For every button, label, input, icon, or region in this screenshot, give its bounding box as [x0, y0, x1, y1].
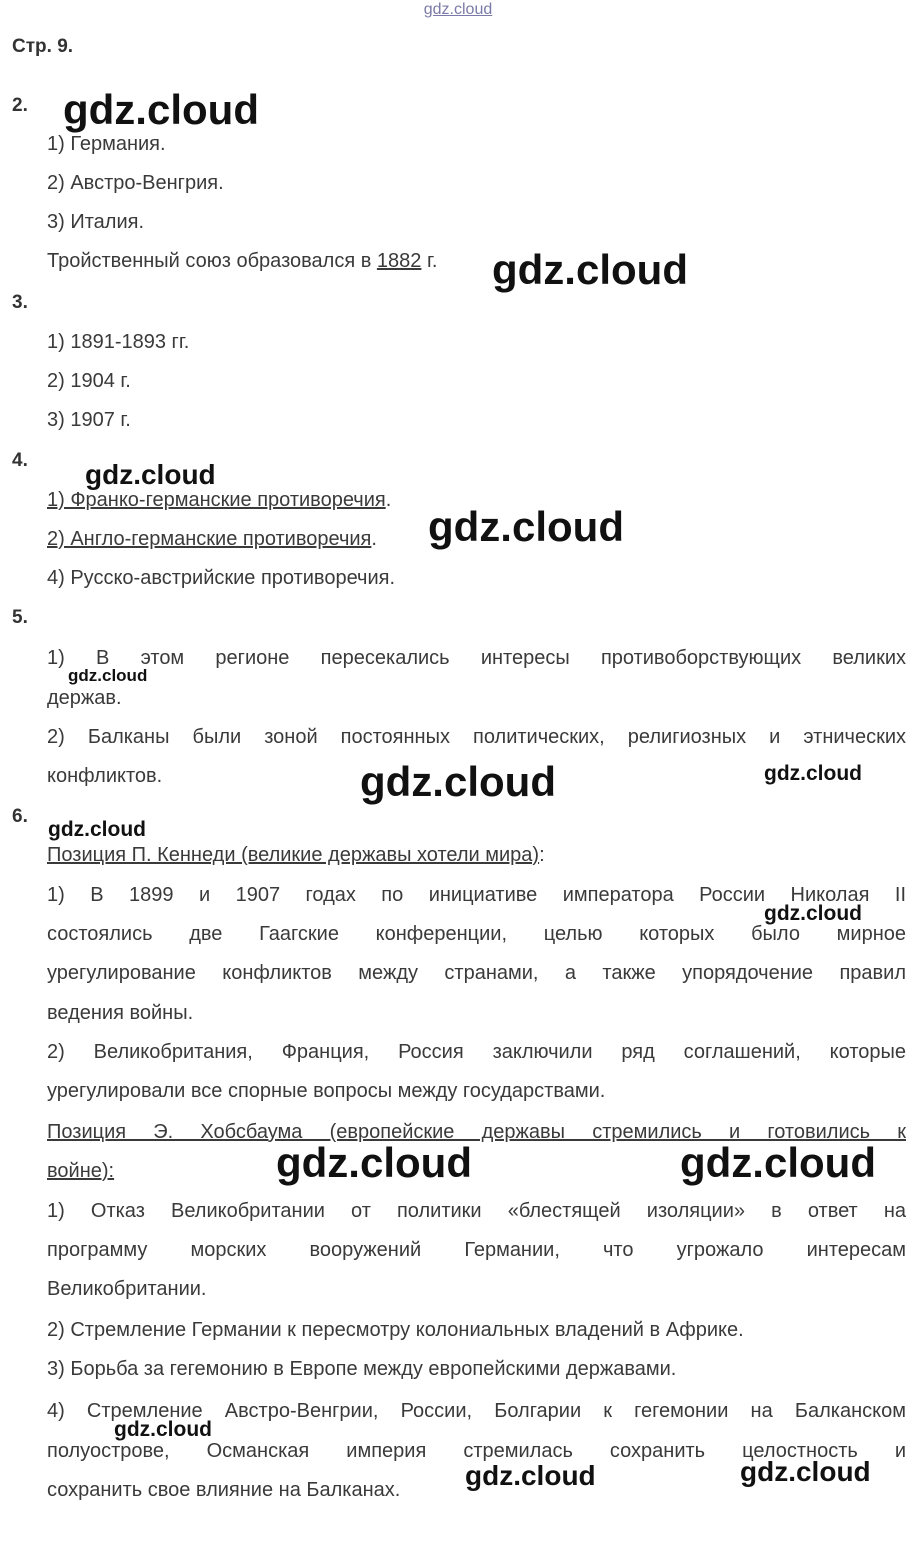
q6-p1-line-2: состоялись две Гаагские конференции, целью которых было мирное	[47, 923, 906, 945]
q5-line-1: 1) В этом регионе пересекались интересы противоборствующих великих	[47, 647, 906, 669]
q6-p4: 2) Стремление Германии к пересмотру колониальных владений в Африке.	[47, 1319, 744, 1341]
q6-p1-line-1: 1) В 1899 и 1907 годах по инициативе императора России Николая II	[47, 884, 906, 906]
q6-p6-line-2: полуострове, Османская империя стремилась сохранить целостность и	[47, 1440, 906, 1462]
q6-heading-2-line-1: Позиция Э. Хобсбаума (европейские державы стремились и готовились к	[47, 1121, 906, 1143]
watermark: gdz.cloud	[360, 758, 556, 805]
q4-item-1: 1) Франко-германские противоречия	[47, 489, 386, 511]
watermark: gdz.cloud	[276, 1139, 472, 1186]
watermark: gdz.cloud	[48, 818, 146, 841]
q6-heading-1-text: Позиция П. Кеннеди (великие державы хотели мира)	[47, 844, 540, 866]
q6-p6-line-1: 4) Стремление Австро-Венгрии, России, Болгарии к гегемонии на Балканском	[47, 1400, 906, 1422]
question-4-number: 4.	[12, 450, 28, 471]
watermark: gdz.cloud	[680, 1139, 876, 1186]
q3-line-3: 3) 1907 г.	[47, 409, 131, 431]
q6-p6-line-3: сохранить свое влияние на Балканах.	[47, 1479, 401, 1501]
q6-heading-2-text: войне)	[47, 1160, 109, 1182]
q3-line-2: 2) 1904 г.	[47, 370, 131, 392]
q6-p1-line-3: урегулирование конфликтов между странами, а также упорядочение правил	[47, 962, 906, 984]
watermark: gdz.cloud	[764, 902, 862, 925]
q6-p2-line-2: урегулировали все спорные вопросы между государствами.	[47, 1080, 606, 1102]
page-title: Стр. 9.	[12, 36, 74, 57]
top-watermark: gdz.cloud	[423, 1, 493, 18]
watermark: gdz.cloud	[68, 666, 148, 685]
q4-line-2: 2) Англо-германские противоречия.	[47, 528, 377, 550]
q5-line-4: конфликтов.	[47, 765, 163, 787]
q2-line-2: 2) Австро-Венгрия.	[47, 172, 224, 194]
q4-line-1: 1) Франко-германские противоречия.	[47, 489, 392, 511]
q6-p3-line-2: программу морских вооружений Германии, что угрожало интересам	[47, 1239, 906, 1261]
q2-line-3: 3) Италия.	[47, 211, 145, 233]
watermark: gdz.cloud	[465, 1460, 596, 1491]
q2-line-4	[47, 249, 437, 273]
q2-year: 1882	[376, 250, 422, 272]
q6-p3-line-3: Великобритании.	[47, 1278, 207, 1300]
watermark: gdz.cloud	[85, 459, 216, 490]
q3-line-1: 1) 1891-1893 гг.	[47, 331, 190, 353]
question-2-number: 2.	[12, 95, 28, 116]
q6-heading-1: Позиция П. Кеннеди (великие державы хотели мира):	[47, 844, 545, 866]
watermark: gdz.cloud	[764, 762, 862, 785]
q4-item-2: 2) Англо-германские противоречия	[47, 528, 372, 550]
q2-suffix: г.	[421, 250, 438, 272]
q6-p2-line-1: 2) Великобритания, Франция, Россия заключили ряд соглашений, которые	[47, 1041, 906, 1063]
question-3-number: 3.	[12, 292, 28, 313]
q5-line-3: 2) Балканы были зоной постоянных политических, религиозных и этнических	[47, 726, 906, 748]
q6-p3-line-1: 1) Отказ Великобритании от политики «блестящей изоляции» в ответ на	[47, 1200, 906, 1222]
watermark: gdz.cloud	[740, 1456, 871, 1487]
q6-heading-2-line-2: войне):	[47, 1160, 115, 1182]
watermark: gdz.cloud	[428, 503, 624, 550]
question-5-number: 5.	[12, 607, 28, 628]
watermark: gdz.cloud	[63, 86, 259, 133]
q2-text: Тройственный союз образовался в	[47, 250, 377, 272]
q6-p1-line-4: ведения войны.	[47, 1002, 194, 1024]
q6-p5: 3) Борьба за гегемонию в Европе между европейскими державами.	[47, 1358, 677, 1380]
watermark: gdz.cloud	[492, 246, 688, 293]
q4-line-3: 4) Русско-австрийские противоречия.	[47, 567, 396, 589]
q5-line-2: держав.	[47, 687, 122, 709]
question-6-number: 6.	[12, 806, 28, 827]
q2-line-1: 1) Германия.	[47, 133, 166, 155]
watermark: gdz.cloud	[114, 1418, 212, 1441]
